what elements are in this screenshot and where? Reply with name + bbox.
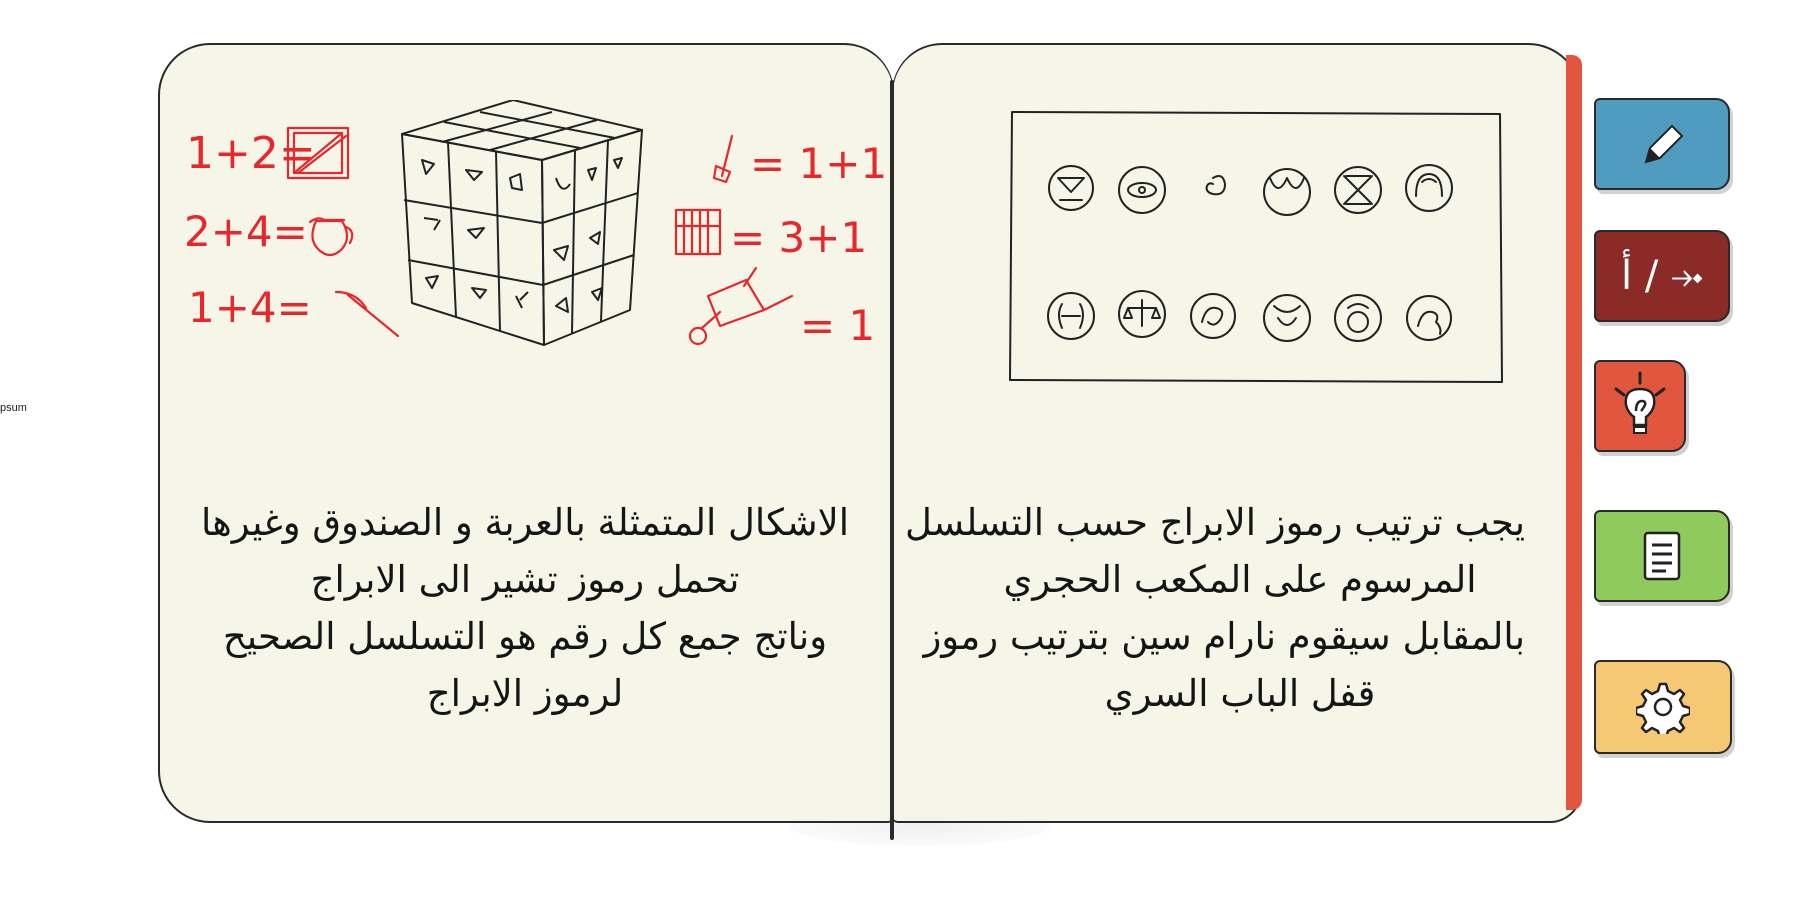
right-line-3: بالمقابل سيقوم نارام سين بترتيب رموز xyxy=(923,615,1525,658)
settings-tab-button[interactable] xyxy=(1594,660,1732,754)
pickaxe-icon xyxy=(336,292,398,336)
leo-swirl-icon xyxy=(1207,176,1225,194)
pisces-icon xyxy=(1048,293,1094,339)
equation-6-rhs: = 1 xyxy=(800,301,876,350)
right-page-text xyxy=(905,494,1525,722)
gear-icon xyxy=(1636,680,1690,734)
grid-gate-icon xyxy=(676,210,720,254)
equation-3-lhs: 1+4= xyxy=(188,283,312,332)
left-line-1: الاشكال المتمثلة بالعربة و الصندوق وغيرها xyxy=(200,501,850,544)
cart-icon xyxy=(690,268,792,344)
left-page-text xyxy=(200,494,850,722)
language-toggle-label: أ / ⤞ xyxy=(1620,253,1704,299)
cancer-icon xyxy=(1335,295,1381,341)
lightbulb-icon xyxy=(1608,371,1672,441)
pencil-icon xyxy=(1636,118,1688,170)
stray-label: psum xyxy=(0,402,27,414)
gemini-icon xyxy=(1335,167,1381,213)
taurus-icon xyxy=(1264,295,1310,341)
language-tab-button[interactable] xyxy=(1594,230,1730,322)
equation-5-rhs: = 3+1 xyxy=(730,213,868,262)
right-line-4: قفل الباب السري xyxy=(1104,672,1376,715)
left-line-4: لرموز الابراج xyxy=(426,672,624,715)
libra-icon xyxy=(1119,291,1165,337)
right-line-2: المرسوم على المكعب الحجري xyxy=(1003,558,1477,601)
taurus-eye-icon xyxy=(1119,167,1165,213)
aquarius-icon xyxy=(1049,166,1093,210)
equation-4-rhs: = 1+1 xyxy=(750,139,888,188)
equations-drawing xyxy=(160,100,896,380)
document-tab-button[interactable] xyxy=(1594,510,1730,602)
virgo-icon xyxy=(1406,165,1452,211)
equation-1-lhs: 1+2= xyxy=(186,128,316,179)
document-icon xyxy=(1641,530,1683,582)
left-line-3: وناتج جمع كل رقم هو التسلسل الصحيح xyxy=(222,615,828,658)
equation-2-lhs: 2+4= xyxy=(184,207,308,256)
right-line-1: يجب ترتيب رموز الابراج حسب التسلسل xyxy=(905,501,1525,544)
scorpio-icon xyxy=(1407,296,1451,340)
hint-tab-button[interactable] xyxy=(1594,360,1686,452)
notebook-edge-band xyxy=(1566,55,1582,810)
broom-icon xyxy=(714,136,732,182)
notes-tab-button[interactable] xyxy=(1594,98,1730,190)
capricorn-icon xyxy=(1191,294,1235,338)
left-line-2: تحمل رموز تشير الى الابراج xyxy=(310,558,740,601)
zodiac-panel xyxy=(1008,108,1508,388)
stone-cube-drawing xyxy=(402,100,642,345)
aries-horns-icon xyxy=(1264,169,1310,215)
jug-icon xyxy=(310,218,352,255)
